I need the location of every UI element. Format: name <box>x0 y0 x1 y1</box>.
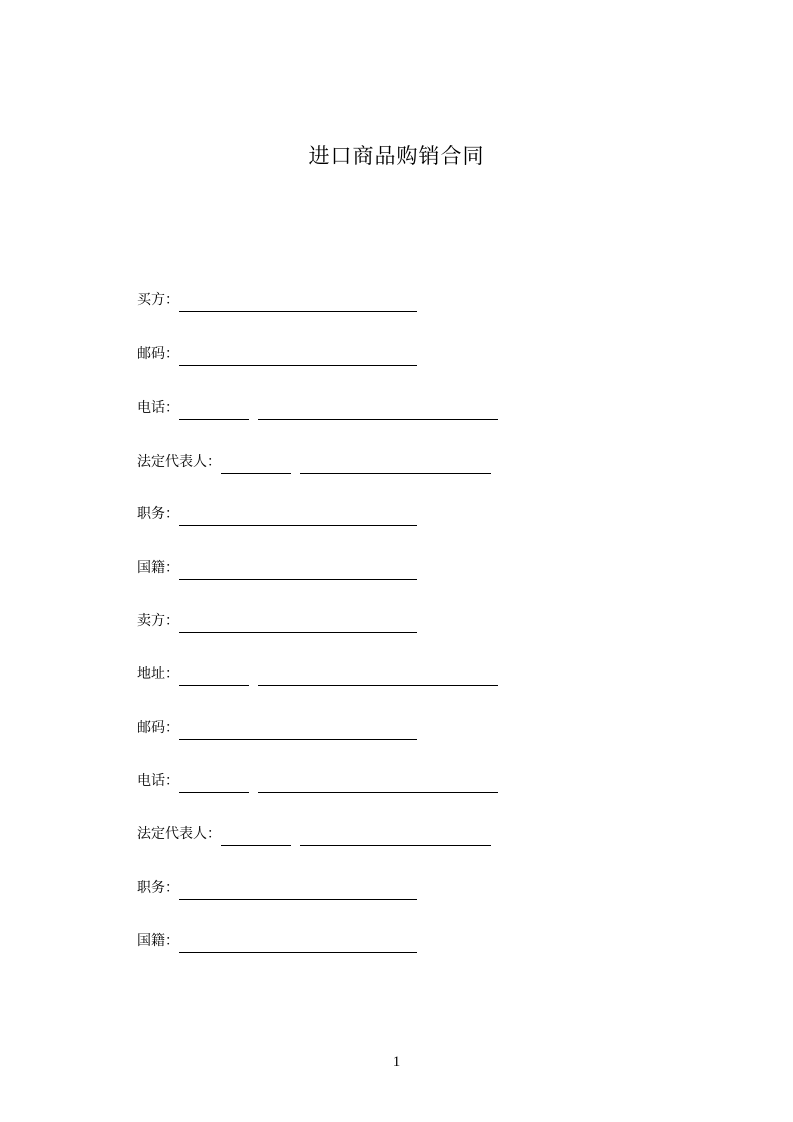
blank-line[interactable] <box>179 667 249 686</box>
field-label: 职务： <box>137 506 179 522</box>
blank-line[interactable] <box>179 507 417 526</box>
buyer-phone-field <box>137 396 498 420</box>
field-label: 国籍： <box>137 560 179 576</box>
field-label: 邮码： <box>137 346 179 362</box>
blank-line[interactable] <box>179 401 249 420</box>
field-label: 邮码： <box>137 720 179 736</box>
buyer-name-field <box>137 288 417 312</box>
seller-address-field <box>137 662 498 686</box>
field-label: 职务： <box>137 880 179 896</box>
blank-line[interactable] <box>179 347 417 366</box>
blank-line[interactable] <box>179 774 249 793</box>
seller-position-field <box>137 876 417 900</box>
buyer-postcode-field <box>137 342 417 366</box>
blank-line[interactable] <box>300 455 491 474</box>
field-label: 电话： <box>137 400 179 416</box>
blank-line[interactable] <box>258 401 498 420</box>
blank-line[interactable] <box>221 455 291 474</box>
field-label: 买方： <box>137 292 179 308</box>
field-label: 法定代表人： <box>137 454 221 470</box>
field-label: 国籍： <box>137 933 179 949</box>
field-label: 地址： <box>137 666 179 682</box>
blank-line[interactable] <box>179 293 417 312</box>
blank-line[interactable] <box>221 827 291 846</box>
blank-line[interactable] <box>179 561 417 580</box>
blank-line[interactable] <box>258 774 498 793</box>
seller-phone-field <box>137 769 498 793</box>
seller-name-field <box>137 609 417 633</box>
buyer-nationality-field <box>137 556 417 580</box>
field-label: 法定代表人： <box>137 826 221 842</box>
document-title: 进口商品购销合同 <box>308 144 485 168</box>
seller-legal-rep-field <box>137 822 491 846</box>
seller-postcode-field <box>137 716 417 740</box>
buyer-position-field <box>137 502 417 526</box>
blank-line[interactable] <box>179 614 417 633</box>
field-label: 电话： <box>137 773 179 789</box>
page-number: 1 <box>392 1054 401 1070</box>
field-label: 卖方： <box>137 613 179 629</box>
blank-line[interactable] <box>179 934 417 953</box>
blank-line[interactable] <box>179 881 417 900</box>
blank-line[interactable] <box>300 827 491 846</box>
seller-nationality-field <box>137 929 417 953</box>
buyer-legal-rep-field <box>137 450 491 474</box>
blank-line[interactable] <box>179 721 417 740</box>
blank-line[interactable] <box>258 667 498 686</box>
